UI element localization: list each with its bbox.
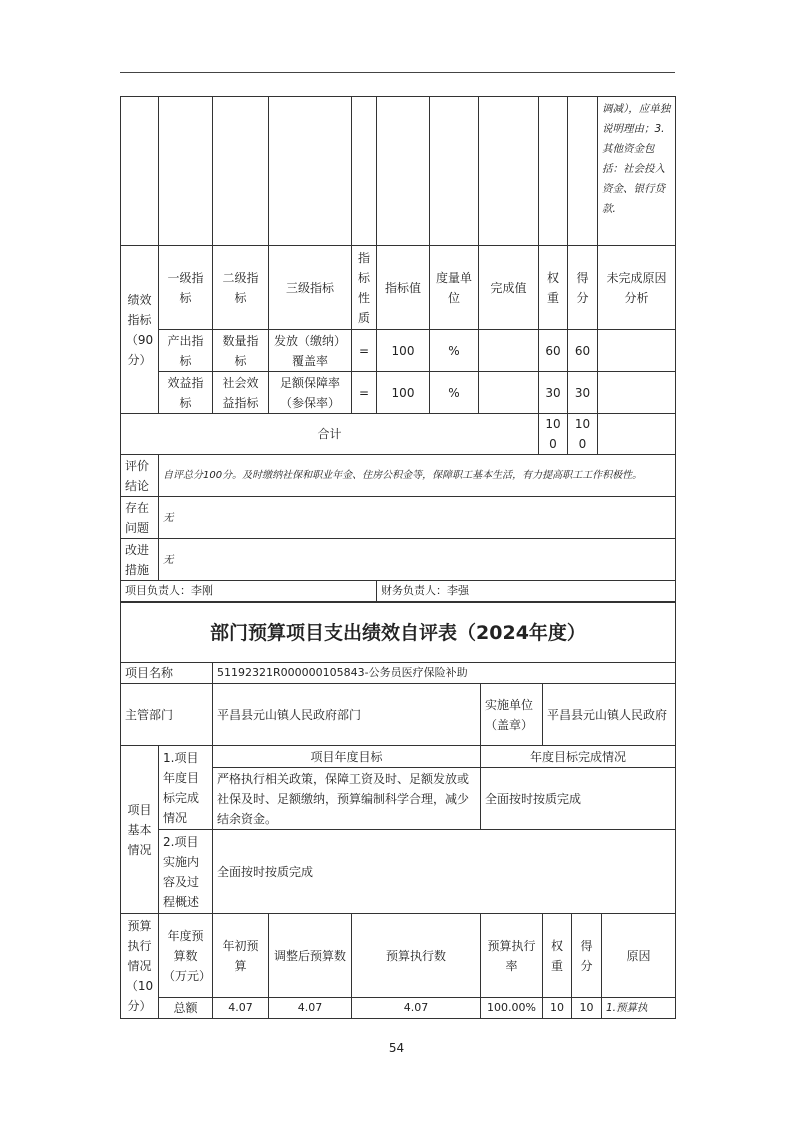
row-score: 60 bbox=[568, 330, 598, 372]
bh-reason: 原因 bbox=[602, 914, 676, 998]
improve-label: 改进措施 bbox=[121, 539, 159, 581]
total-weight: 10 bbox=[543, 998, 572, 1019]
page-title: 部门预算项目支出绩效自评表（2024年度） bbox=[121, 603, 676, 663]
impl-text: 全面按时按质完成 bbox=[213, 830, 676, 914]
dept-label: 主管部门 bbox=[121, 684, 213, 746]
row-l3: 发放（缴纳）覆盖率 bbox=[269, 330, 352, 372]
total-score: 10 bbox=[572, 998, 602, 1019]
goal-done-text: 全面按时按质完成 bbox=[481, 768, 676, 830]
total-label: 合计 bbox=[121, 414, 539, 455]
row-l2: 数量指标 bbox=[213, 330, 269, 372]
header-level3: 三级指标 bbox=[269, 246, 352, 330]
bh-weight: 权重 bbox=[543, 914, 572, 998]
goal-header: 项目年度目标 bbox=[213, 746, 481, 768]
impl-row-label: 2.项目实施内容及过程概述 bbox=[159, 830, 213, 914]
total-adjusted: 4.07 bbox=[269, 998, 352, 1019]
row-unit: % bbox=[430, 330, 479, 372]
row-l3: 足额保障率（参保率） bbox=[269, 372, 352, 414]
note-cell: 调减），应单独说明理由；3.其他资金包括：社会投入资金、银行贷款. bbox=[598, 97, 676, 246]
header-unit: 度量单位 bbox=[430, 246, 479, 330]
row-nature: = bbox=[352, 330, 377, 372]
row-l2: 社会效益指标 bbox=[213, 372, 269, 414]
performance-table bbox=[120, 96, 676, 602]
impl-label: 实施单位（盖章） bbox=[481, 684, 543, 746]
row-reason bbox=[598, 372, 676, 414]
row-l1: 效益指标 bbox=[159, 372, 213, 414]
header-nature: 指标性质 bbox=[352, 246, 377, 330]
header-reason: 未完成原因分析 bbox=[598, 246, 676, 330]
impl-value: 平昌县元山镇人民政府 bbox=[543, 684, 676, 746]
header-level2: 二级指标 bbox=[213, 246, 269, 330]
improve-text: 无 bbox=[159, 539, 676, 581]
header-rule bbox=[120, 72, 675, 73]
header-score: 得分 bbox=[568, 246, 598, 330]
row-weight: 30 bbox=[539, 372, 568, 414]
total-weight: 100 bbox=[539, 414, 568, 455]
total-executed: 4.07 bbox=[352, 998, 481, 1019]
goal-done-header: 年度目标完成情况 bbox=[481, 746, 676, 768]
dept-value: 平昌县元山镇人民政府部门 bbox=[213, 684, 481, 746]
table-row bbox=[121, 330, 676, 372]
project-name: 51192321R000000105843-公务员医疗保险补助 bbox=[213, 663, 676, 684]
bh-initial: 年初预算 bbox=[213, 914, 269, 998]
header-value: 指标值 bbox=[377, 246, 430, 330]
eval-text: 自评总分100分。及时缴纳社保和职业年金、住房公积金等，保障职工基本生活，有力提高职工工作积极性。 bbox=[159, 455, 676, 497]
perf-label: 绩效指标（90分） bbox=[121, 246, 159, 414]
finance-lead: 财务负责人：李强 bbox=[377, 581, 676, 602]
header-level1: 一级指标 bbox=[159, 246, 213, 330]
bh-score: 得分 bbox=[572, 914, 602, 998]
row-nature: = bbox=[352, 372, 377, 414]
self-eval-table bbox=[120, 602, 676, 1019]
bh-executed: 预算执行数 bbox=[352, 914, 481, 998]
project-lead: 项目负责人：李刚 bbox=[121, 581, 377, 602]
table-row bbox=[121, 372, 676, 414]
total-row-label: 总额 bbox=[159, 998, 213, 1019]
row-value: 100 bbox=[377, 372, 430, 414]
header-done: 完成值 bbox=[479, 246, 539, 330]
eval-label: 评价结论 bbox=[121, 455, 159, 497]
goal-text: 严格执行相关政策，保障工资及时、足额发放或社保及时、足额缴纳，预算编制科学合理，减少结余资金。 bbox=[213, 768, 481, 830]
goal-row-label: 1.项目年度目标完成情况 bbox=[159, 746, 213, 830]
row-score: 30 bbox=[568, 372, 598, 414]
row-value: 100 bbox=[377, 330, 430, 372]
row-weight: 60 bbox=[539, 330, 568, 372]
bh-rate: 预算执行率 bbox=[481, 914, 543, 998]
issue-label: 存在问题 bbox=[121, 497, 159, 539]
row-reason bbox=[598, 330, 676, 372]
row-done bbox=[479, 330, 539, 372]
total-rate: 100.00% bbox=[481, 998, 543, 1019]
page-number: 54 bbox=[388, 1041, 405, 1055]
issue-text: 无 bbox=[159, 497, 676, 539]
basic-label: 项目基本情况 bbox=[121, 746, 159, 914]
total-score: 100 bbox=[568, 414, 598, 455]
row-done bbox=[479, 372, 539, 414]
total-reason: 1.预算执 bbox=[602, 998, 676, 1019]
row-l1: 产出指标 bbox=[159, 330, 213, 372]
project-name-label: 项目名称 bbox=[121, 663, 213, 684]
budget-label: 预算执行情况（10分） bbox=[121, 914, 159, 1019]
total-initial: 4.07 bbox=[213, 998, 269, 1019]
row-unit: % bbox=[430, 372, 479, 414]
header-weight: 权重 bbox=[539, 246, 568, 330]
bh-adjusted: 调整后预算数 bbox=[269, 914, 352, 998]
table-row bbox=[121, 998, 676, 1019]
bh-annual: 年度预算数（万元） bbox=[159, 914, 213, 998]
